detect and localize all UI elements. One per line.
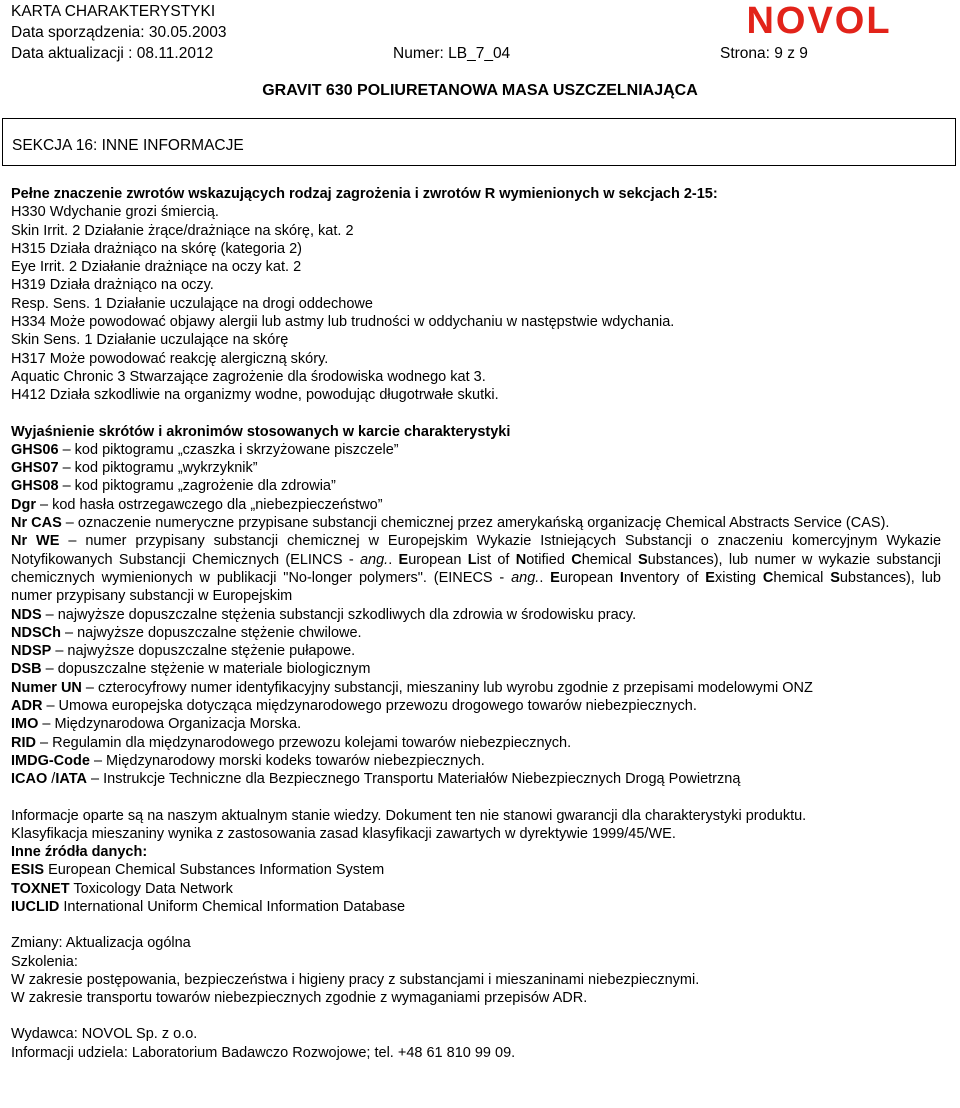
abbr-un: Numer UN – czterocyfrowy numer identyfikacyjny substancji, mieszaniny lub wyrobu zgodnie z przepisami modelowymi ONZ (11, 679, 813, 696)
abbr-we: Nr WE – numer przypisany substancji chemicznej w Europejskim Wykazie Istniejących Substancji o znaczeniu komercyjnym Wykazie Notyfikowanych Substancji Chemicznych (ELINCS - ang.. European List of Notified Chemical Substances), lub numer w wykazie substancji chemicznych wymienionych w publikacji "No-longer polymers". (EINECS - ang.. European Inventory of Existing Chemical Substances), lub numer przypisany substancji w Europejskim (11, 533, 942, 605)
h-phrase-line: Aquatic Chronic 3 Stwarzające zagrożenie dla środowiska wodnego kat 3. (11, 368, 486, 385)
h-phrase-line: Eye Irrit. 2 Działanie drażniące na oczy kat. 2 (11, 259, 302, 276)
abbr-imo: IMO – Międzynarodowa Organizacja Morska. (11, 716, 302, 733)
abbr-dsb: DSB – dopuszczalne stężenie w materiale biologicznym (11, 661, 371, 678)
h-phrase-line: H317 Może powodować reakcję alergiczną skóry. (11, 350, 329, 367)
training-label: Szkolenia: (11, 953, 78, 970)
product-title: GRAVIT 630 POLIURETANOWA MASA USZCZELNIAJĄCA (262, 82, 698, 99)
abbr-cas: Nr CAS – oznaczenie numeryczne przypisane substancji chemicznej przez amerykańską organizację Chemical Abstracts Service (CAS). (11, 515, 890, 532)
source-iuclid: IUCLID International Uniform Chemical Information Database (11, 898, 406, 915)
source-toxnet: TOXNET Toxicology Data Network (11, 880, 233, 897)
contact-info: Informacji udziela: Laboratorium Badawczo Rozwojowe; tel. +48 61 810 99 09. (11, 1044, 516, 1061)
abbr-ghs08: GHS08 – kod piktogramu „zagrożenie dla zdrowia” (11, 478, 336, 495)
section-title: SEKCJA 16: INNE INFORMACJE (12, 137, 244, 154)
page-number: Strona: 9 z 9 (720, 45, 808, 62)
novol-logo (708, 2, 930, 38)
source-esis: ESIS European Chemical Substances Information System (11, 862, 385, 879)
sources-heading: Inne źródła danych: (11, 844, 148, 861)
h-phrase-line: H315 Działa drażniąco na skórę (kategoria 2) (11, 240, 302, 257)
info-line: Informacje oparte są na naszym aktualnym stanie wiedzy. Dokument ten nie stanowi gwarancji dla charakterystyki produktu. (11, 807, 807, 824)
info-line: Klasyfikacja mieszaniny wynika z zastosowania zasad klasyfikacji zawartych w dyrektywie 1999/45/WE. (11, 825, 676, 842)
abbr-ndsch: NDSCh – najwyższe dopuszczalne stężenie chwilowe. (11, 624, 362, 641)
h-phrase-line: H319 Działa drażniąco na oczy. (11, 277, 214, 294)
publisher: Wydawca: NOVOL Sp. z o.o. (11, 1026, 198, 1043)
abbr-ndsp: NDSP – najwyższe dopuszczalne stężenie pułapowe. (11, 643, 356, 660)
section-header (2, 118, 956, 166)
h-phrase-line: H334 Może powodować objawy alergii lub astmy lub trudności w oddychaniu w następstwie wdychania. (11, 314, 675, 331)
abbr-adr: ADR – Umowa europejska dotycząca międzynarodowego przewozu drogowego towarów niebezpiecznych. (11, 698, 697, 715)
abbr-icao-iata: ICAO /IATA – Instrukcje Techniczne dla Bezpiecznego Transportu Materiałów Niebezpiecznych Drogą Powietrzną (11, 771, 741, 788)
abbreviations-heading: Wyjaśnienie skrótów i akronimów stosowanych w karcie charakterystyki (11, 423, 511, 440)
h-phrase-line: H412 Działa szkodliwie na organizmy wodne, powodując długotrwałe skutki. (11, 387, 499, 404)
abbr-imdg: IMDG-Code – Międzynarodowy morski kodeks towarów niebezpiecznych. (11, 752, 485, 769)
update-date: Data aktualizacji : 08.11.2012 (11, 45, 214, 62)
document-number: Numer: LB_7_04 (393, 45, 511, 62)
logo-text: NOVOL (746, 2, 892, 38)
document-title: KARTA CHARAKTERYSTYKI (11, 3, 216, 20)
h-phrase-line: Skin Sens. 1 Działanie uczulające na skórę (11, 332, 289, 349)
abbr-dgr: Dgr – kod hasła ostrzegawczego dla „niebezpieczeństwo” (11, 496, 383, 513)
creation-date: Data sporządzenia: 30.05.2003 (11, 24, 227, 41)
h-phrase-line: Resp. Sens. 1 Działanie uczulające na drogi oddechowe (11, 295, 373, 312)
training-line: W zakresie postępowania, bezpieczeństwa i higieny pracy z substancjami i mieszaninami niebezpiecznymi. (11, 971, 700, 988)
h-phrase-line: H330 Wdychanie grozi śmiercią. (11, 204, 219, 221)
abbr-rid: RID – Regulamin dla międzynarodowego przewozu kolejami towarów niebezpiecznych. (11, 734, 572, 751)
h-phrase-line: Skin Irrit. 2 Działanie żrące/drażniące na skórę, kat. 2 (11, 222, 354, 239)
section-content (11, 185, 941, 1062)
changes-note: Zmiany: Aktualizacja ogólna (11, 935, 191, 952)
abbr-nds: NDS – najwyższe dopuszczalne stężenia substancji szkodliwych dla zdrowia w środowisku pracy. (11, 606, 637, 623)
abbr-ghs06: GHS06 – kod piktogramu „czaszka i skrzyżowane piszczele” (11, 441, 399, 458)
abbr-ghs07: GHS07 – kod piktogramu „wykrzyknik” (11, 460, 258, 477)
h-phrases-heading: Pełne znaczenie zwrotów wskazujących rodzaj zagrożenia i zwrotów R wymienionych w sekcjach 2-15: (11, 186, 718, 202)
training-line: W zakresie transportu towarów niebezpiecznych zgodnie z wymaganiami przepisów ADR. (11, 990, 588, 1007)
